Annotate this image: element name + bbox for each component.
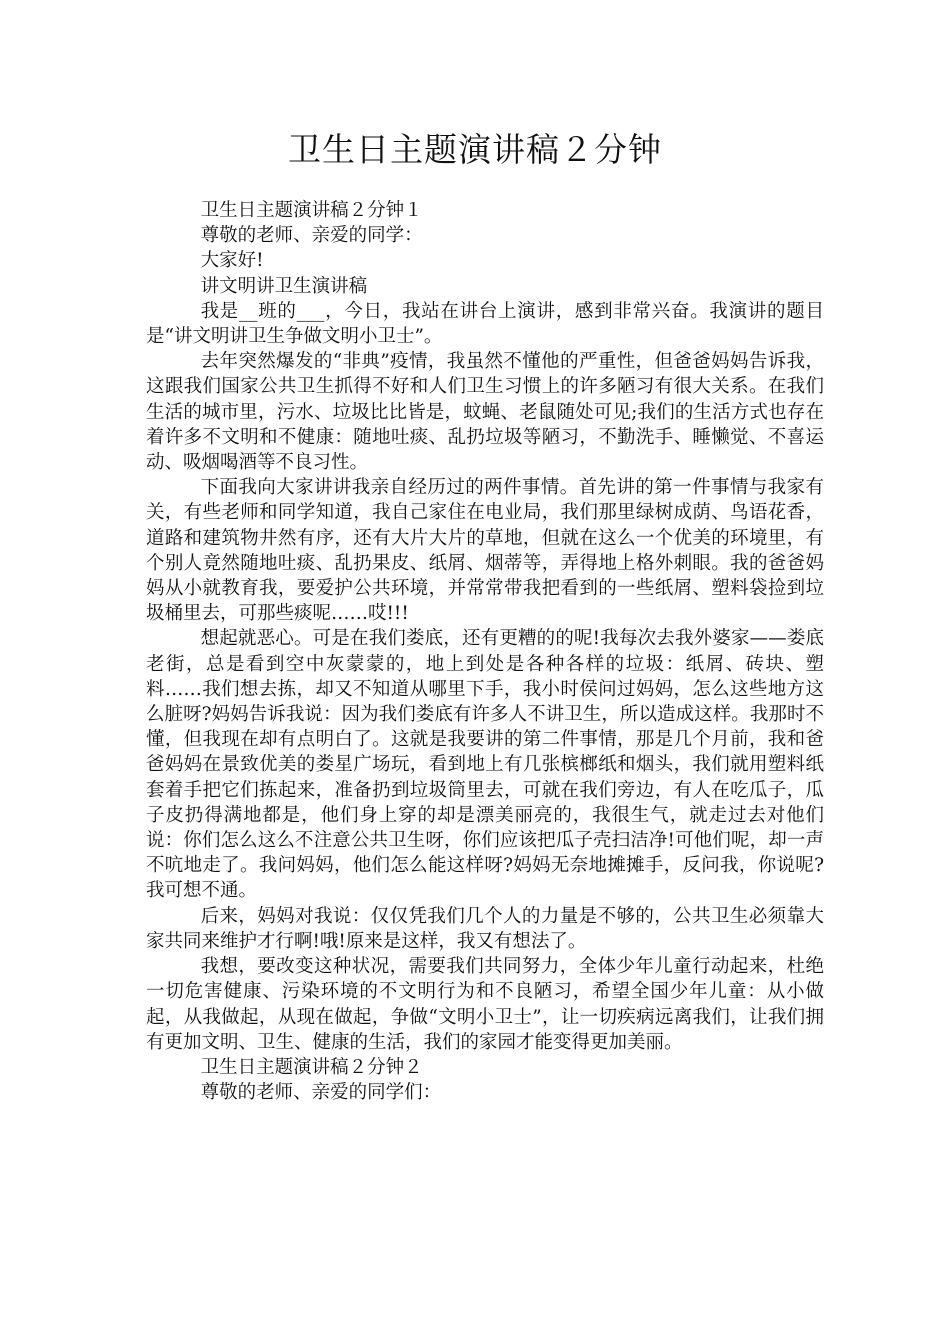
paragraph-intro: 我是__班的___，今日，我站在讲台上演讲，感到非常兴奋。我演讲的题目是“讲文明讲卫生争做文明小卫士”。 bbox=[146, 300, 824, 348]
paragraph-second-story: 想起就恶心。可是在我们娄底，还有更糟的的呢!我每次去我外婆家——娄底老街，总是看到空中灰蒙蒙的，地上到处是各种各样的垃圾：纸屑、砖块、塑料……我们想去拣，却又不知道从哪里下手，我小时侯问过妈妈，怎么这些地方这么脏呀?妈妈告诉我说：因为我们娄底有许多人不讲卫生，所以造成这样。我那时不懂，但我现在却有点明白了。这就是我要讲的第二件事情，那是几个月前，我和爸爸妈妈在景致优美的娄星广场玩，看到地上有几张槟榔纸和烟头，我们就用塑料纸套着手把它们拣起来，准备扔到垃圾筒里去，可就在我们旁边，有人在吃瓜子，瓜子皮扔得满地都是，他们身上穿的却是漂美丽亮的，我很生气，就走过去对他们说：你们怎么这么不注意公共卫生呀，你们应该把瓜子壳扫洁净!可他们呢，却一声不吭地走了。我问妈妈，他们怎么能这样呀?妈妈无奈地摊摊手，反问我，你说呢?我可想不通。 bbox=[146, 628, 824, 902]
subtitle-speech-1: 卫生日主题演讲稿２分钟１ bbox=[200, 200, 423, 221]
document-title: 卫生日主题演讲稿２分钟 bbox=[288, 130, 662, 169]
document-body bbox=[146, 198, 824, 1105]
subtitle-speech-2: 卫生日主题演讲稿２分钟２ bbox=[200, 1056, 423, 1078]
paragraph-first-story: 下面我向大家讲讲我亲自经历过的两件事情。首先讲的第一件事情与我家有关，有些老师和同学知道，我自己家住在电业局，我们那里绿树成荫、鸟语花香，道路和建筑物井然有序，还有大片大片的草地，但就在这么一个优美的环境里，有个别人竟然随地吐痰、乱扔果皮、纸屑、烟蒂等，弄得地上格外刺眼。我的爸爸妈妈从小就教育我，要爱护公共环境，并常常带我把看到的一些纸屑、塑料袋捡到垃圾桶里去，可那些痰呢……哎!!! bbox=[146, 477, 824, 625]
paragraph-mother-advice: 后来，妈妈对我说：仅仅凭我们几个人的力量是不够的，公共卫生必须靠大家共同来维护才行啊!哦!原来是这样，我又有想法了。 bbox=[146, 905, 824, 952]
greeting: 大家好! bbox=[200, 250, 264, 272]
salutation: 尊敬的老师、亲爱的同学： bbox=[200, 225, 423, 247]
salutation-2: 尊敬的老师、亲爱的同学们： bbox=[200, 1082, 442, 1104]
paragraph-sars: 去年突然爆发的“非典”疫情，我虽然不懂他的严重性，但爸爸妈妈告诉我，这跟我们国家公共卫生抓得不好和人们卫生习惯上的许多陋习有很大关系。在我们生活的城市里，污水、垃圾比比皆是，蚊蝇、老鼠随处可见;我们的生活方式也存在着许多不文明和不健康：随地吐痰、乱扔垃圾等陋习，不勤洗手、睡懒觉、不喜运动、吸烟喝酒等不良习性。 bbox=[146, 351, 824, 474]
speech-heading: 讲文明讲卫生演讲稿 bbox=[200, 275, 368, 297]
paragraph-conclusion: 我想，要改变这种状况，需要我们共同努力，全体少年儿童行动起来，杜绝一切危害健康、污染环境的不文明行为和不良陋习，希望全国少年儿童：从小做起，从我做起，从现在做起，争做“文明小卫士”，让一切疾病远离我们，让我们拥有更加文明、卫生、健康的生活，我们的家园才能变得更加美丽。 bbox=[146, 956, 824, 1053]
